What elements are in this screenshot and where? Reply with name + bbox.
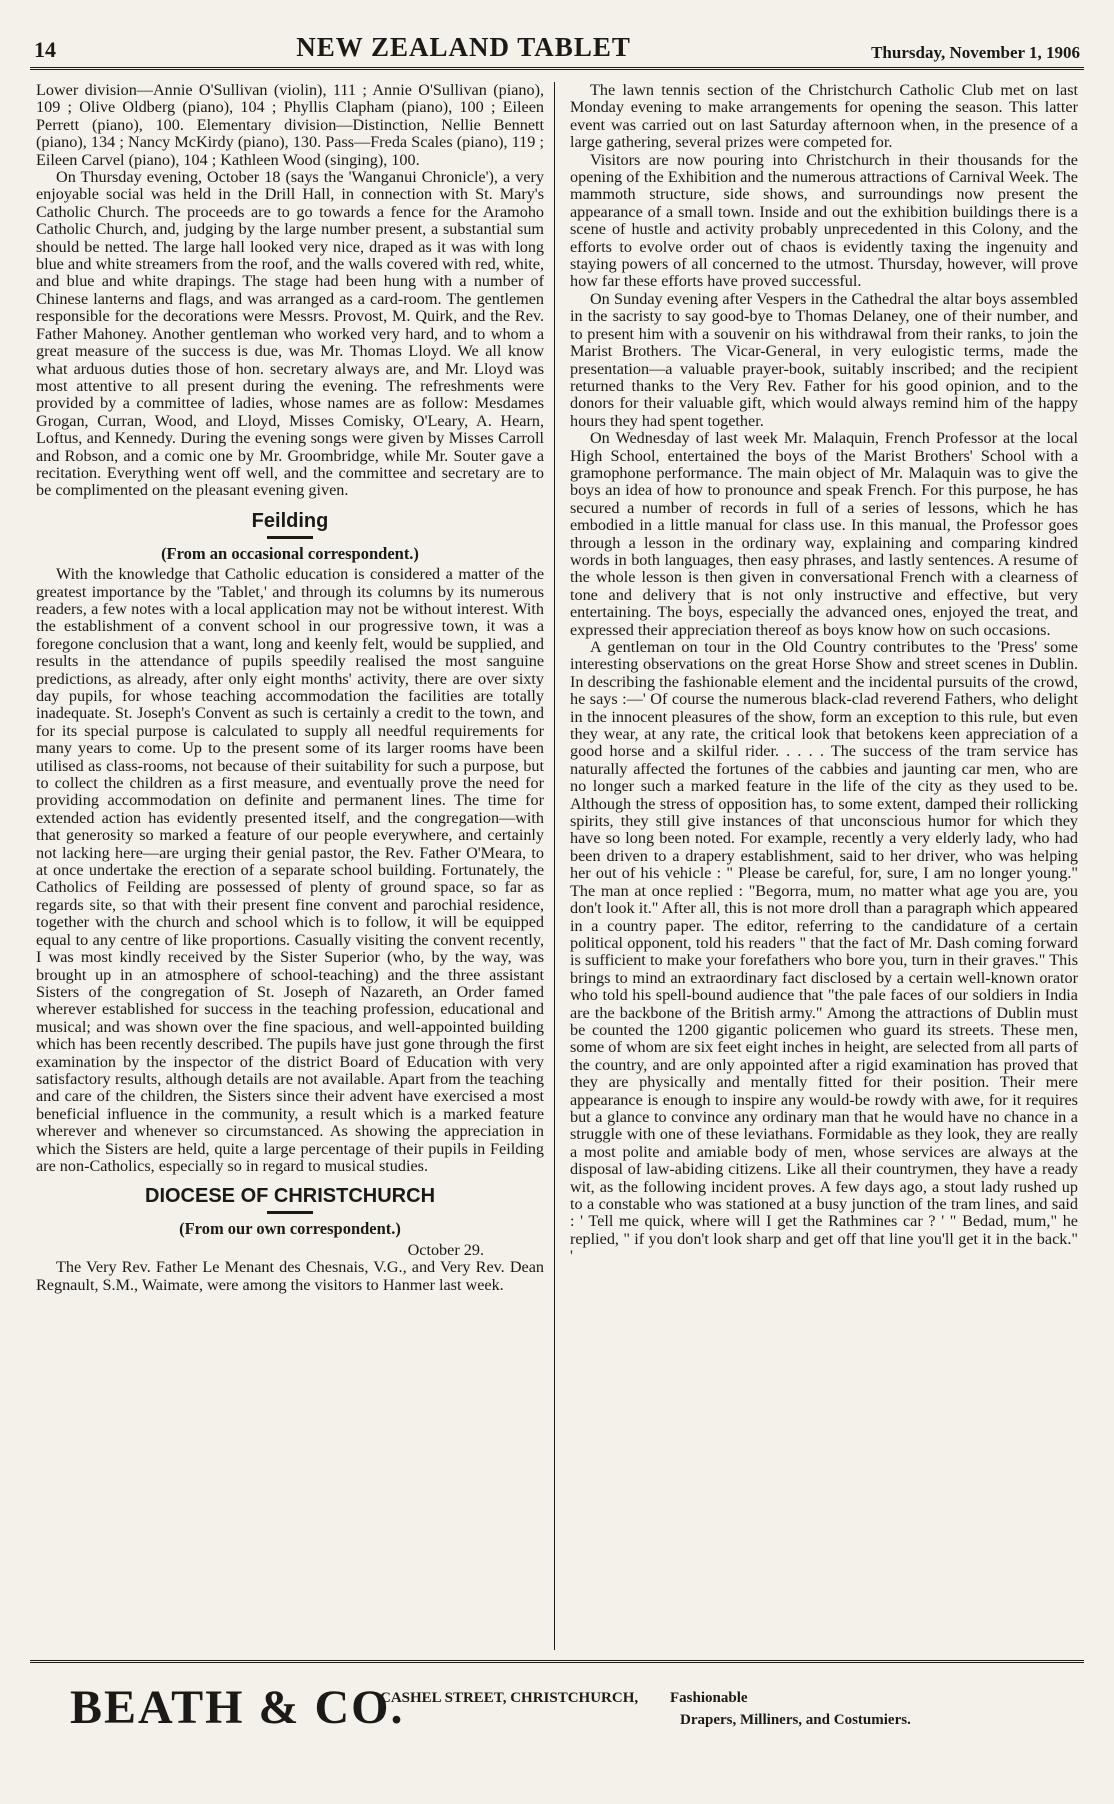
diocese-byline: (From our own correspondent.) <box>179 1219 401 1239</box>
article-columns <box>30 82 1084 1650</box>
section-divider <box>267 536 313 539</box>
diocese-heading: DIOCESE OF CHRISTCHURCH <box>145 1185 436 1208</box>
footer-divider <box>30 1660 1084 1663</box>
section-divider <box>267 1211 313 1214</box>
lawn-tennis-paragraph: The lawn tennis section of the Christchurch Catholic Club met on last Monday evening to make arrangements for opening the season. This latter event was carried out on last Saturday afternoon when, in the presence of a large gathering, several prizes were competed for. <box>569 82 1078 152</box>
feilding-paragraph: With the knowledge that Catholic education is considered a matter of the greatest importance by the 'Tablet,' and through its columns by its numerous readers, a few notes with a local application may not be without interest. With the establishment of a convent school in our progressive town, it was a foregone conclusion that a want, long and keenly felt, would be supplied, and results in the attendance of pupils speedily realised the most sanguine predictions, as already, after only eight months' activity, there are over sixty day pupils, for whose teaching accommodation the facilities are totally inadequate. St. Joseph's Convent as such is certainly a credit to the town, and for its special purpose is calculated to supply all needful requirements for many years to come. Up to the present some of its larger rooms have been utilised as class-rooms, not because of their suitability for such a purpose, but to collect the children as a first measure, and eventually prove the need for providing accommodation on definite and permanent lines. The time for extended action has evidently presented itself, and the congregation—with that generosity so marked a feature of our people everywhere, and certainly not lacking here—are urging their genial pastor, the Rev. Father O'Meara, to at once undertake the erection of a separate school building. Fortunately, the Catholics of Feilding are possessed of plenty of ground space, so far as regards site, so that with their present fine convent and parochial residence, together with the church and school which is to follow, it will be equipped equal to any centre of like proportions. Casually visiting the convent recently, I was most kindly received by the Sister Superior (who, by the way, was brought up in an atmosphere of school-teaching) and the three assistant Sisters of the congregation of St. Joseph of Nazareth, an Order famed wherever established for success in the teaching profession, educational and musical; and was shown over the fine spacious, and well-appointed building which has been recently described. The pupils have just gone through the first examination by the inspector of the district Board of Education with very satisfactory results, although details are not available. Apart from the teaching and care of the children, the Sisters since their advent have exercised a most beneficial influence in the community, a result which is a marked feature wherever and whenever so circumstanced. As showing the appreciation in which the Sisters are held, quite a large percentage of their pupils in Feilding are non-Catholics, especially so in regard to musical studies. <box>36 565 545 1175</box>
advertiser-name: BEATH & CO. <box>70 1681 405 1734</box>
wanganui-social-paragraph: On Thursday evening, October 18 (says the 'Wanganui Chronicle'), a very enjoyable social was held in the Drill Hall, in connection with St. Mary's Catholic Church. The proceeds are to go towards a fence for the Aramoho Catholic Church, and, judging by the large number present, a substantial sum should be netted. The large hall looked very nice, draped as it was with long blue and white streamers from the roof, and the walls covered with red, white, and blue and white drapings. The stage had been hung with a number of Chinese lanterns and flags, and was arranged as a card-room. The gentlemen responsible for the decorations were Messrs. Provost, M. Quirk, and the Rev. Father Mahoney. Another gentleman who worked very hard, and to whom a great measure of the success is due, was Mr. Thomas Lloyd. We all know what arduous duties those of hon. secretary always are, and Mr. Lloyd was most attentive to all present during the evening. The refreshments were provided by a committee of ladies, whose names are as follow: Mesdames Grogan, Curran, Wood, and Lloyd, Misses Comisky, O'Leary, A. Hearn, Loftus, and Kennedy. During the evening songs were given by Misses Carroll and Robson, and a comic one by Mr. Groombridge, while Mr. Souter gave a recitation. Everything went off well, and the committee and secretary are to be complimented on the pleasant evening given. <box>36 168 545 500</box>
advertiser-tagline: Fashionable <box>670 1690 748 1706</box>
advertisement-footer <box>30 1672 1084 1752</box>
exhibition-paragraph: Visitors are now pouring into Christchurch in their thousands for the opening of the Exhibition and the numerous attractions of Carnival Week. The mammoth structure, side shows, and surroundings now present the appearance of a small town. Inside and out the exhibition buildings there is a scene of hustle and activity probably unprecedented in this Colony, and the efforts to evolve order out of chaos is evidently taxing the ingenuity and staying powers of all concerned to the utmost. Thursday, however, will prove how far these efforts have proved successful. <box>569 150 1078 291</box>
left-column <box>30 82 550 1650</box>
issue-date: Thursday, November 1, 1906 <box>871 43 1080 62</box>
french-lessons-paragraph: On Wednesday of last week Mr. Malaquin, French Professor at the local High School, entertained the boys of the Marist Brothers' School with a gramophone performance. The main object of Mr. Malaquin was to give the boys an idea of how to pronounce and speak French. For this purpose, he has secured a number of records in full of a series of lessons, which he has embodied in a little manual for class use. In this manual, the Professor goes through a lesson in the ordinary way, explaining and comparing kindred words in both languages, then easy phrases, and lastly sentences. A resume of the whole lesson is then given in conversational French with a clearness of tone and delivery that is not only instructive and effective, but very entertaining. The boys, especially the advanced ones, enjoyed the treat, and expressed their appreciation thereof as boys know how on such occasions. <box>569 429 1078 639</box>
newspaper-page <box>30 30 1084 1774</box>
hanmer-visitors-paragraph: The Very Rev. Father Le Menant des Chesnais, V.G., and Very Rev. Dean Regnault, S.M., Waimate, were among the visitors to Hanmer last week. <box>36 1258 545 1294</box>
altar-boys-paragraph: On Sunday evening after Vespers in the Cathedral the altar boys assembled in the sacristy to say good-bye to Thomas Delaney, one of their number, and to present him with a souvenir on his withdrawal from their ranks, to join the Marist Brothers. The Vicar-General, in very eulogistic terms, made the presentation—a valuable prayer-book, suitably inscribed; and the recipient returned thanks to the Very Rev. Father for his good opinion, and to the donors for their valuable gift, which would always remind him of the happy hours they had spent together. <box>569 289 1078 430</box>
page-header <box>30 30 1084 70</box>
advertiser-address: CASHEL STREET, CHRISTCHURCH, <box>380 1690 639 1706</box>
dublin-observations-paragraph: A gentleman on tour in the Old Country contributes to the 'Press' some interesting observations on the great Horse Show and street scenes in Dublin. In describing the fashionable element and the incidental pursuits of the crowd, he says :—' Of course the numerous black-clad reverend Fathers, who delight in the innocent pleasures of the show, form an exception to this rule, but even they wear, at any rate, the critical look that betokens keen appreciation of a good horse and a skilful rider. . . . . The success of the tram service has naturally affected the fortunes of the cabbies and jaunting car men, who are no longer such a marked feature in the life of the city as they used to be. Although the stress of opposition has, to some extent, damped their rollicking spirits, they still give instances of that unconscious humor for which they have so long been noted. For example, recently a very elderly lady, who had been driven to a drapery establishment, said to her driver, who was helping her out of his vehicle : " Please be careful, for, sure, I am no longer young." The man at once replied : "Begorra, mum, no matter what age you are, you don't look it." After all, this is not more droll than a paragraph which appeared in a country paper. The editor, referring to the candidature of a certain political opponent, told his readers " that the fact of Mr. Dash coming forward is sufficient to make your forefathers who bore you, turn in their graves." This brings to mind an extraordinary fact disclosed by a certain well-known orator who told his spell-bound audience that "the pale faces of our soldiers in India are the backbone of the British army." Among the attractions of Dublin must be counted the 1200 gigantic policemen who guard its streets. These men, some of whom are six feet eight inches in height, are selected from all parts of the country, and are only appointed after a rigid examination has proved that they are physically and mentally fitted for their position. Their mere appearance is enough to inspire any would-be rowdy with awe, for it requires but a glance to convince any ordinary man that he would have no chance in a struggle with one of these leviathans. Formidable as they look, they are really a most polite and amiable body of men, whose services are always at the disposal of law-abiding citizens. Like all their countrymen, they have a ready wit, as the following incident proves. A few days ago, a stout lady rushed up to a constable who was stationed at a busy junction of the tram lines, and said : ' Tell me quick, where will I get the Rathmines car ? ' " Bedad, mum," he replied, " if you don't look sharp and get off that line you'll get it in the back." ' <box>569 638 1078 1266</box>
dateline: October 29. <box>407 1240 485 1259</box>
page-number: 14 <box>34 37 56 62</box>
feilding-byline: (From an occasional correspondent.) <box>161 543 419 563</box>
column-rule <box>554 82 564 1650</box>
results-paragraph: Lower division—Annie O'Sullivan (violin), 111 ; Annie O'Sullivan (piano), 109 ; Olive Oldberg (piano), 104 ; Phyllis Clapham (piano), 100 ; Eileen Perrett (piano), 100. Elementary division—Distinction, Nellie Bennett (piano), 134 ; Nancy McKirdy (piano), 130. Pass—Freda Scales (piano), 119 ; Eileen Carvel (piano), 104 ; Kathleen Wood (singing), 100. <box>36 82 545 169</box>
newspaper-title: NEW ZEALAND TABLET <box>296 32 631 62</box>
right-column <box>564 82 1084 1650</box>
feilding-heading: Feilding <box>251 509 329 532</box>
advertiser-trades: Drapers, Milliners, and Costumiers. <box>680 1712 911 1728</box>
